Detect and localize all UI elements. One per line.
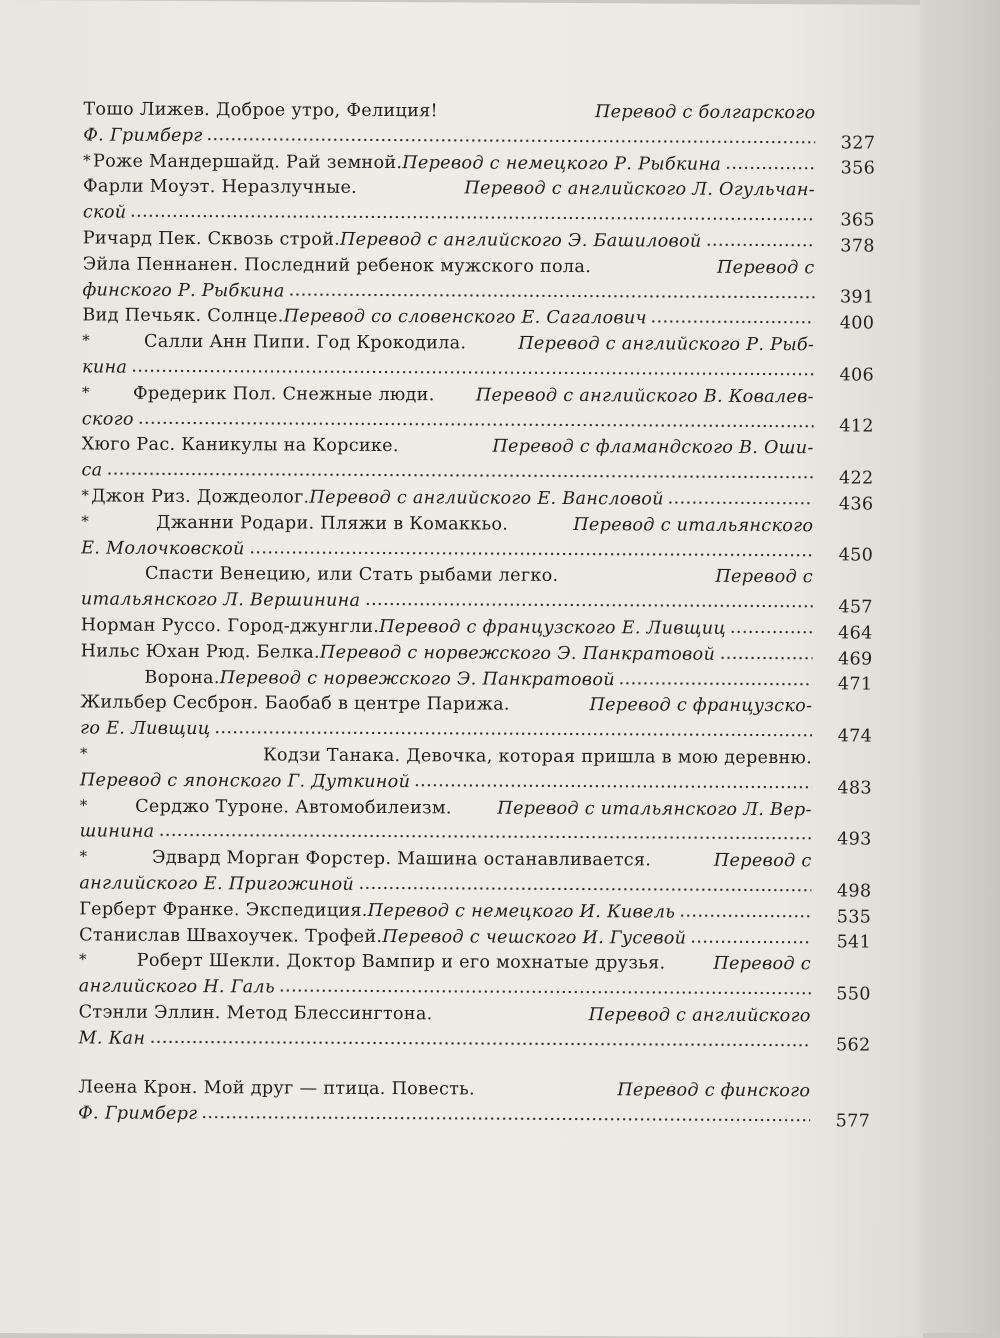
- author-title-text: Серджо Туроне. Автомобилеизм.: [135, 796, 452, 818]
- dot-leader: [158, 823, 811, 840]
- translation-credit: Перевод с немецкого Р. Рыбкина: [402, 152, 722, 175]
- translation-credit: Перевод с: [713, 850, 812, 872]
- toc-line: [79, 897, 811, 927]
- toc-line: [82, 381, 814, 411]
- asterisk-marker: *: [79, 847, 88, 866]
- dot-leader: [249, 540, 814, 557]
- page-number: 457: [838, 597, 873, 618]
- asterisk-marker: *: [78, 950, 87, 969]
- toc-line: [80, 665, 812, 695]
- translation-credit: Перевод с итальянского: [573, 514, 814, 537]
- toc-line: [78, 1026, 810, 1056]
- author-title-text: Эдвард Морган Форстер. Машина останавливается.: [152, 847, 652, 871]
- toc-entry: [81, 510, 873, 566]
- translation-credit: Перевод с норвежского Э. Панкратовой: [219, 667, 615, 690]
- translation-credit: Перевод с: [716, 257, 815, 279]
- author-title-text: Вид Печьяк. Солнце.: [82, 305, 284, 327]
- translation-credit: Перевод с: [713, 954, 812, 975]
- toc-line: [80, 768, 812, 798]
- asterisk-marker: *: [82, 331, 91, 350]
- dot-leader: [619, 671, 813, 686]
- dot-leader: [679, 903, 811, 918]
- toc-entry: [83, 97, 875, 153]
- toc-line: [81, 639, 813, 669]
- toc-line: [79, 923, 811, 953]
- dot-leader: [719, 646, 813, 660]
- translation-credit: Перевод с финского: [617, 1080, 811, 1102]
- dot-leader: [214, 720, 812, 737]
- translation-credit: Ф. Гримберг: [78, 1103, 198, 1125]
- translation-credit: итальянского Л. Вершинина: [80, 589, 361, 612]
- translation-credit: Перевод с немецкого И. Кивель: [367, 900, 676, 923]
- dot-leader: [149, 1029, 810, 1046]
- author-title-text: Эйла Пеннанен. Последний ребенок мужского пола.: [82, 254, 592, 277]
- page-number: 471: [837, 674, 873, 695]
- toc-entry: [81, 433, 873, 489]
- page-number: 498: [836, 881, 872, 902]
- translation-credit: Перевод с: [715, 567, 814, 588]
- toc-line: [80, 820, 812, 850]
- toc-entry: [82, 381, 874, 437]
- author-title-text: Жильбер Сесброн. Баобаб в центре Парижа.: [80, 692, 510, 716]
- translation-credit: го Е. Ливщиц: [80, 718, 211, 740]
- translation-credit: Перевод со словенского Е. Сагалович: [283, 306, 647, 329]
- dot-leader: [131, 359, 814, 377]
- translation-credit: Перевод с английского Е. Вансловой: [309, 487, 664, 510]
- toc-line: [79, 975, 811, 1005]
- toc-entry: [80, 794, 872, 850]
- toc-entry: [78, 1000, 870, 1056]
- toc-entry: [80, 742, 872, 798]
- page-number: 436: [838, 494, 874, 515]
- toc-entry: [79, 949, 871, 1005]
- toc-line: [81, 459, 813, 489]
- translation-credit: Перевод с болгарского: [594, 102, 816, 124]
- author-title-text: Джанни Родари. Пляжи в Комаккьо.: [156, 512, 509, 535]
- next-page-edge: [920, 0, 1000, 1333]
- author-title-text: Кодзи Танака. Девочка, которая пришла в мою деревню.: [262, 745, 813, 769]
- toc-line: [82, 304, 814, 334]
- page-number: 550: [836, 984, 871, 1005]
- toc-line: [80, 794, 812, 824]
- toc-entry: [79, 846, 871, 902]
- author-title-text: Герберт Франке. Экспедиция.: [79, 899, 368, 921]
- page-number: 450: [838, 545, 874, 566]
- translation-credit: Перевод с английского Р. Рыб-: [518, 333, 815, 356]
- page-number: 378: [840, 236, 875, 257]
- translation-credit: Перевод с фламандского В. Оши-: [492, 436, 814, 459]
- asterisk-marker: *: [80, 744, 88, 763]
- translation-credit: Перевод с японского Г. Дуткиной: [79, 770, 411, 792]
- toc-line: [79, 846, 811, 876]
- translation-credit: шинина: [79, 821, 155, 843]
- translation-credit: Перевод с английского: [588, 1004, 811, 1027]
- dot-leader: [668, 490, 814, 505]
- author-title-text: Хюго Рас. Каникулы на Корсике.: [81, 434, 399, 457]
- translation-credit: ской: [82, 202, 127, 223]
- toc-entry: [83, 175, 875, 231]
- author-title-text: Нильс Юхан Рюд. Белка.: [80, 641, 321, 663]
- page-number: 474: [837, 726, 873, 747]
- author-title-text: Фредерик Пол. Снежные люди.: [132, 383, 435, 406]
- dot-leader: [651, 310, 815, 325]
- toc-line: [81, 613, 813, 643]
- toc-entry: [81, 562, 873, 618]
- page-number: 464: [838, 623, 873, 644]
- author-title-text: Стэнли Эллин. Метод Блессингтона.: [78, 1002, 433, 1025]
- page-number: 577: [835, 1111, 871, 1132]
- toc-line: [82, 278, 814, 308]
- dot-leader: [706, 233, 815, 248]
- translation-credit: Перевод с французско-: [589, 695, 813, 717]
- translation-credit: финского Р. Рыбкина: [82, 280, 285, 302]
- page-number: 400: [839, 313, 875, 334]
- page-number: 469: [838, 648, 873, 670]
- dot-leader: [725, 155, 815, 169]
- toc-line: [82, 355, 814, 385]
- toc-line: [79, 871, 811, 901]
- toc-line: [83, 226, 815, 256]
- toc-entry: [82, 330, 874, 386]
- toc-line: [78, 1102, 810, 1132]
- translation-credit: английского Е. Пригожиной: [79, 873, 355, 895]
- author-title-text: Салли Анн Пипи. Год Крокодила.: [143, 331, 467, 354]
- author-title-text: Тошо Лижев. Доброе утро, Фелиция!: [83, 99, 438, 122]
- author-title-text: Ворона.: [144, 667, 220, 688]
- author-title-text: Леена Крон. Мой друг — птица. Повесть.: [78, 1077, 476, 1100]
- toc-line: [82, 330, 814, 360]
- table-of-contents: [78, 97, 875, 1131]
- dot-leader: [690, 929, 811, 944]
- page-number: 535: [836, 906, 872, 928]
- author-title-text: Спасти Венецию, или Стать рыбами легко.: [144, 564, 559, 587]
- toc-entry: [80, 691, 872, 747]
- translation-credit: Перевод с норвежского Э. Панкратовой: [319, 642, 716, 665]
- asterisk-marker: *: [81, 512, 90, 531]
- translation-credit: Перевод с английского В. Ковалев-: [475, 385, 814, 408]
- author-title-text: Роже Мандершайд. Рай земной.: [92, 151, 403, 173]
- dot-leader: [414, 773, 812, 789]
- translation-credit: са: [81, 460, 103, 481]
- dot-leader: [206, 127, 815, 144]
- toc-line: [81, 484, 813, 514]
- dot-leader: [138, 410, 814, 428]
- page-number: 562: [835, 1035, 871, 1057]
- dot-leader: [106, 462, 813, 480]
- toc-line: [82, 407, 814, 437]
- author-title-text: Роберт Шекли. Доктор Вампир и его мохнатые друзья.: [136, 951, 666, 974]
- toc-line: [83, 201, 815, 231]
- dot-leader: [279, 979, 811, 996]
- page-number: 493: [837, 829, 872, 850]
- asterisk-marker: *: [83, 151, 92, 170]
- toc-line: [80, 742, 812, 772]
- toc-line: [80, 717, 812, 747]
- translation-credit: ского: [81, 408, 134, 430]
- toc-line: [81, 536, 813, 566]
- dot-leader: [364, 592, 813, 608]
- toc-line: [83, 123, 815, 153]
- author-title-text: Станислав Швахоучек. Трофей.: [79, 924, 383, 947]
- translation-credit: Перевод с французского Е. Ливщиц: [379, 616, 727, 639]
- toc-line: [80, 691, 812, 721]
- translation-credit: Перевод с английского Э. Башиловой: [339, 229, 702, 252]
- dot-leader: [730, 620, 813, 634]
- toc-entry: [82, 252, 874, 308]
- toc-line: [79, 949, 811, 979]
- page-number: 327: [840, 132, 876, 154]
- asterisk-marker: *: [79, 795, 88, 814]
- toc-line: [78, 1076, 810, 1106]
- author-title-text: Норман Руссо. Город-джунгли.: [80, 615, 380, 637]
- translation-credit: английского Н. Галь: [78, 976, 275, 998]
- page-number: 412: [839, 416, 874, 437]
- page-number: 356: [840, 158, 876, 179]
- dot-leader: [201, 1105, 810, 1122]
- toc-line: [81, 562, 813, 592]
- translation-credit: Перевод с итальянского Л. Вер-: [497, 798, 812, 820]
- page-number: 422: [838, 468, 874, 489]
- translation-credit: кина: [82, 357, 128, 378]
- toc-line: [82, 433, 814, 463]
- toc-line: [83, 97, 815, 127]
- translation-credit: Перевод с английского Л. Огульчан-: [464, 178, 816, 201]
- page-number: 365: [840, 210, 875, 231]
- page-number: 406: [839, 365, 875, 386]
- toc-line: [83, 149, 815, 179]
- toc-line: [83, 175, 815, 205]
- page-number: 483: [837, 777, 872, 799]
- toc-entry-final: [78, 1076, 870, 1132]
- toc-line: [81, 510, 813, 540]
- dot-leader: [358, 876, 811, 892]
- author-title-text: Фарли Моуэт. Неразлучные.: [82, 176, 358, 199]
- author-title-text: Ричард Пек. Сквозь строй.: [82, 228, 341, 250]
- translation-credit: М. Кан: [78, 1028, 146, 1049]
- page-number: 391: [839, 287, 875, 308]
- toc-line: [83, 252, 815, 282]
- dot-leader: [289, 282, 815, 299]
- author-title-text: Джон Риз. Дождеолог.: [91, 486, 310, 508]
- translation-credit: Ф. Гримберг: [83, 125, 203, 146]
- translation-credit: Перевод с чешского И. Гусевой: [382, 926, 687, 949]
- page-number: 541: [836, 932, 872, 953]
- toc-line: [79, 1000, 811, 1030]
- asterisk-marker: *: [81, 486, 90, 505]
- toc-line: [81, 588, 813, 618]
- dot-leader: [130, 204, 815, 222]
- asterisk-marker: *: [81, 383, 90, 402]
- translation-credit: Е. Молочковской: [81, 537, 245, 559]
